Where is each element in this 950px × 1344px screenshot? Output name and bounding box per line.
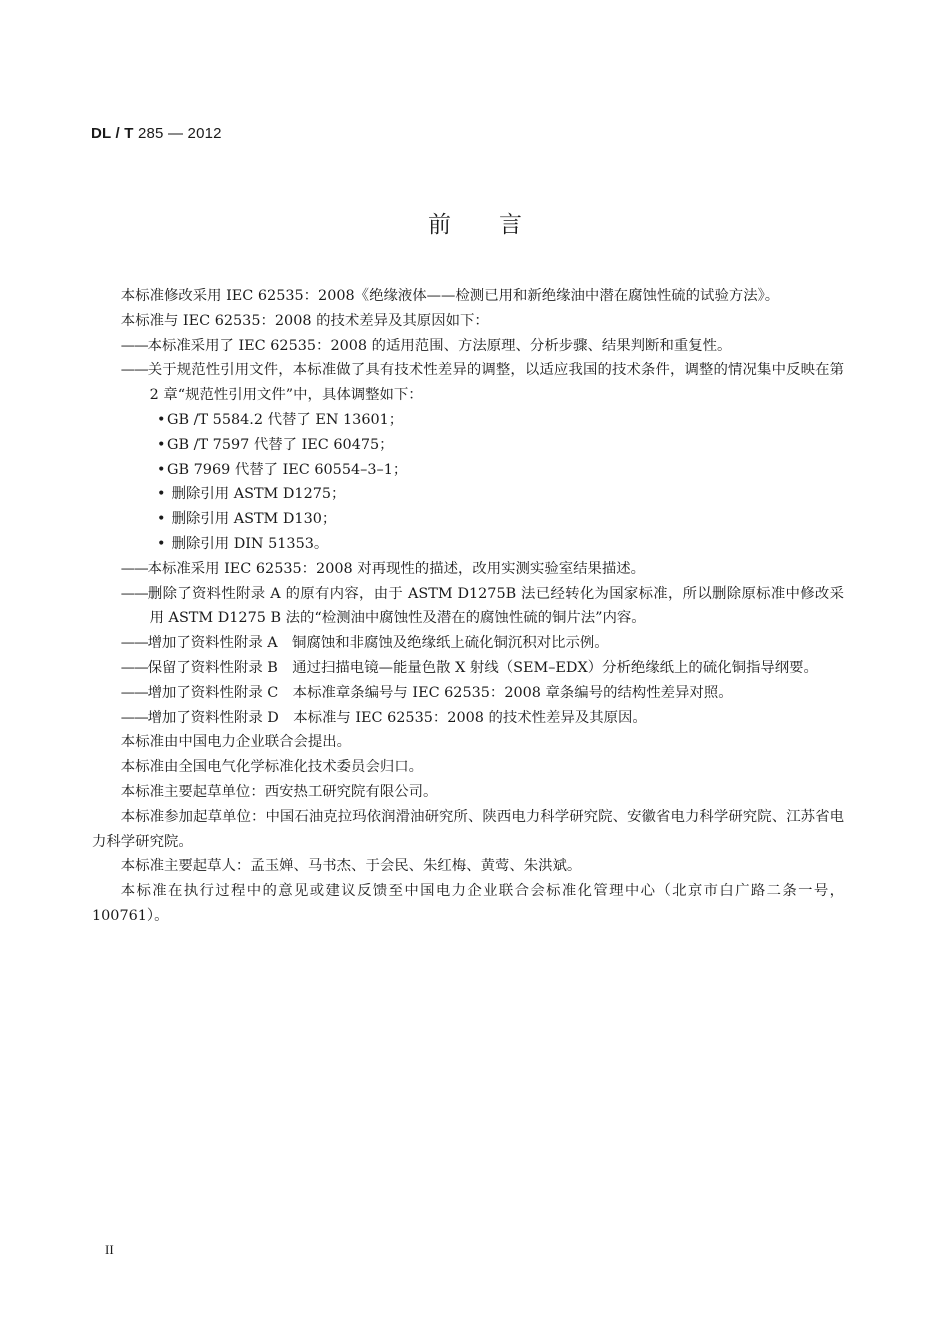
bullet-item-text: 删除引用 DIN 51353。 xyxy=(167,535,329,552)
bullet-item-text: 删除引用 ASTM D130； xyxy=(167,511,337,528)
standard-code: DL / T xyxy=(91,125,134,142)
dash-item xyxy=(121,706,844,731)
paragraph: 本标准与 IEC 62535：2008 的技术差异及其原因如下： xyxy=(120,312,489,329)
bullet-marker: • xyxy=(157,461,166,478)
bullet-item-text: GB 7969 代替了 IEC 60554–3–1； xyxy=(167,461,408,478)
dash-item-text: 增加了资料性附录 A 铜腐蚀和非腐蚀及绝缘纸上硫化铜沉积对比示例。 xyxy=(147,635,609,652)
bullet-marker: • xyxy=(157,436,166,453)
dash-item-text: 关于规范性引用文件，本标准做了具有技术性差异的调整，以适应我国的技术条件，调整的情况集中反映在第 2 章“规范性引用文件”中，具体调整如下： xyxy=(147,362,844,404)
dash-marker: —— xyxy=(120,362,148,379)
bullet-marker: • xyxy=(157,511,166,528)
bullet-marker: • xyxy=(157,411,166,428)
dash-item xyxy=(121,656,844,681)
bullet-item xyxy=(92,458,844,483)
foreword-body xyxy=(92,284,844,929)
bullet-item-text: GB /T 5584.2 代替了 EN 13601； xyxy=(167,411,404,428)
page-title: 前言 xyxy=(428,212,570,238)
paragraph: 本标准修改采用 IEC 62535：2008《绝缘液体——检测已用和新绝缘油中潜在腐蚀性硫的试验方法》。 xyxy=(120,288,780,304)
dash-marker: —— xyxy=(120,635,148,652)
bullet-item xyxy=(92,507,844,532)
paragraph: 本标准由全国电气化学标准化技术委员会归口。 xyxy=(120,759,424,776)
dash-item xyxy=(121,358,844,408)
bullet-item xyxy=(92,532,844,557)
paragraph: 本标准由中国电力企业联合会提出。 xyxy=(120,734,352,751)
bullet-item xyxy=(92,408,844,433)
bullet-marker: • xyxy=(157,535,166,552)
paragraph: 本标准主要起草人：孟玉婵、马书杰、于会民、朱红梅、黄莺、朱洪斌。 xyxy=(120,858,582,875)
standard-number: 285 — 2012 xyxy=(137,125,222,142)
dash-item-text: 增加了资料性附录 C 本标准章条编号与 IEC 62535：2008 章条编号的结构性差异对照。 xyxy=(147,684,733,701)
dash-item-text: 删除了资料性附录 A 的原有内容，由于 ASTM D1275B 法已经转化为国家标准，所以删除原标准中修改采用 ASTM D1275 B 法的“检测油中腐蚀性及潜在的腐蚀性硫的铜片法”内容。 xyxy=(147,585,844,627)
bullet-item-text: GB /T 7597 代替了 IEC 60475； xyxy=(167,436,394,453)
dash-item xyxy=(121,681,844,706)
paragraph: 本标准主要起草单位：西安热工研究院有限公司。 xyxy=(120,783,438,800)
dash-item xyxy=(121,631,844,656)
page-number: II xyxy=(105,1242,114,1257)
dash-item-text: 增加了资料性附录 D 本标准与 IEC 62535：2008 的技术性差异及其原因。 xyxy=(147,709,647,726)
document-header xyxy=(91,125,222,142)
dash-marker: —— xyxy=(120,585,148,602)
dash-marker: —— xyxy=(120,560,148,577)
bullet-marker: • xyxy=(157,486,166,503)
dash-item-text: 本标准采用了 IEC 62535：2008 的适用范围、方法原理、分析步骤、结果判断和重复性。 xyxy=(147,337,732,354)
dash-item xyxy=(121,582,844,632)
dash-marker: —— xyxy=(120,659,148,676)
bullet-item-text: 删除引用 ASTM D1275； xyxy=(167,486,346,503)
paragraph: 本标准参加起草单位：中国石油克拉玛依润滑油研究所、陕西电力科学研究院、安徽省电力科学研究院、江苏省电力科学研究院。 xyxy=(92,808,844,850)
dash-marker: —— xyxy=(120,684,148,701)
dash-marker: —— xyxy=(120,337,148,354)
paragraph: 本标准在执行过程中的意见或建议反馈至中国电力企业联合会标准化管理中心（北京市白广路二条一号，100761）。 xyxy=(92,883,844,924)
dash-item xyxy=(121,557,844,582)
dash-item xyxy=(121,334,844,359)
bullet-item xyxy=(92,482,844,507)
dash-marker: —— xyxy=(120,709,148,726)
dash-item-text: 本标准采用 IEC 62535：2008 对再现性的描述，改用实测实验室结果描述。 xyxy=(147,560,646,577)
dash-item-text: 保留了资料性附录 B 通过扫描电镜—能量色散 X 射线（SEM–EDX）分析绝缘纸上的硫化铜指导纲要。 xyxy=(147,659,818,676)
bullet-item xyxy=(92,433,844,458)
